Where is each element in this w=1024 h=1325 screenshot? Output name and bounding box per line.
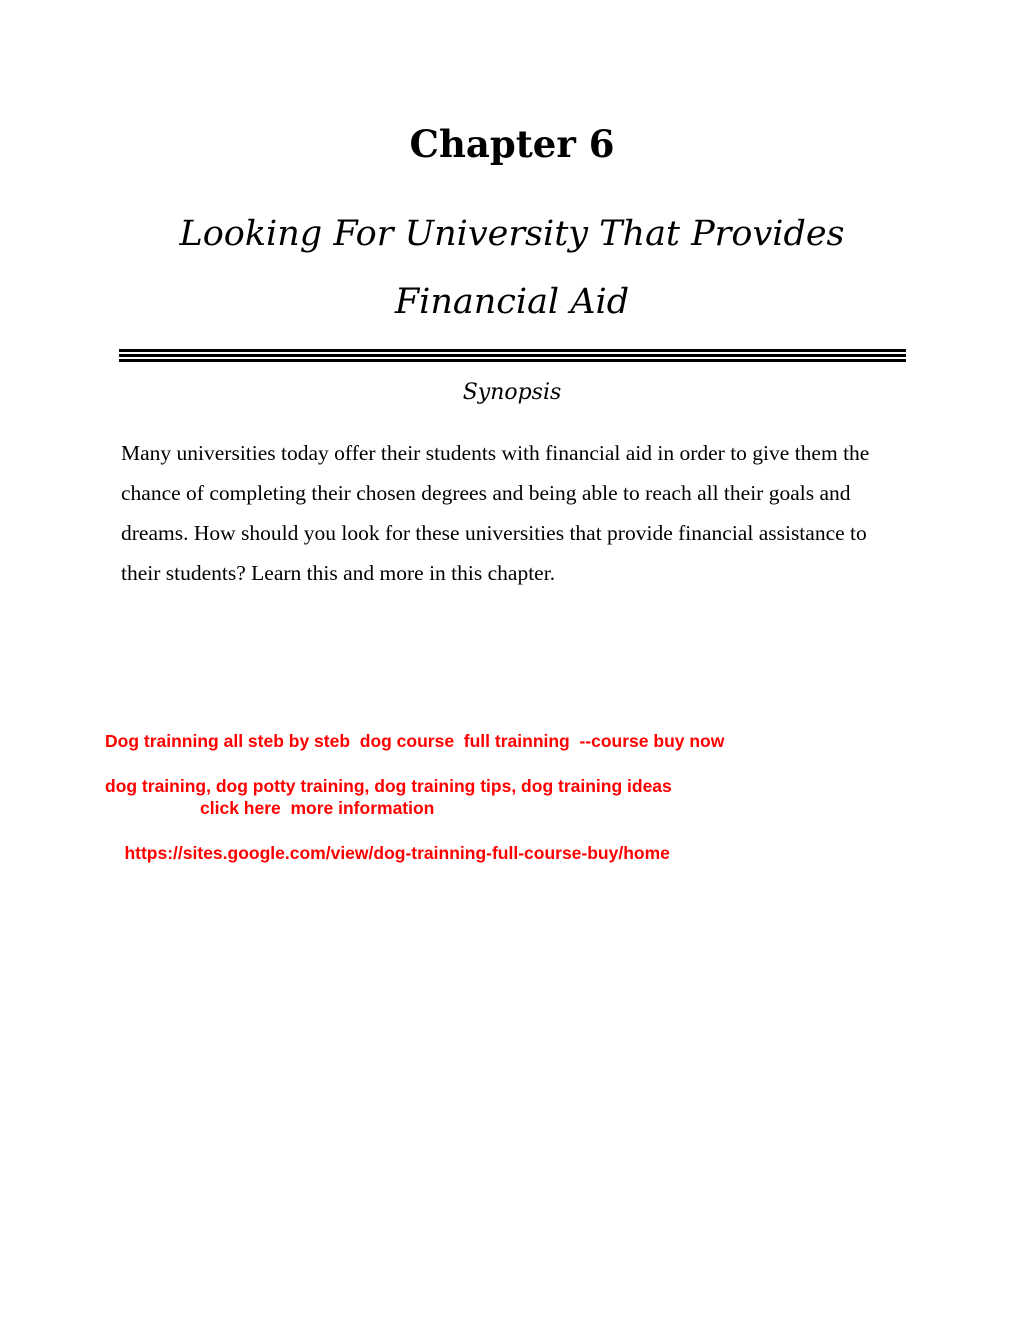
promo-keywords-line: dog training, dog potty training, dog training tips, dog training ideas: [105, 776, 672, 796]
promo-link-line: [105, 820, 965, 886]
synopsis-paragraph: Many universities today offer their students with financial aid in order to give them the chance of completing their chosen degrees and being able to reach all their goals and dreams. How should you look for these universities that provide financial assistance to their students? Learn this and more in this chapter.: [121, 441, 870, 585]
chapter-title: Looking For University That Provides Financial Aid: [179, 214, 845, 322]
promo-click-here-line: click here more information: [200, 798, 435, 818]
rule-line: [119, 359, 906, 362]
synopsis-heading: Synopsis: [462, 380, 562, 405]
promo-course-line: Dog trainning all steb by steb dog course full trainning --course buy now: [105, 731, 725, 751]
decorative-triple-rule: [119, 349, 906, 362]
chapter-heading: Chapter 6: [409, 122, 615, 166]
promo-url-link[interactable]: https://sites.google.com/view/dog-trainning-full-course-buy/home: [124, 843, 670, 863]
